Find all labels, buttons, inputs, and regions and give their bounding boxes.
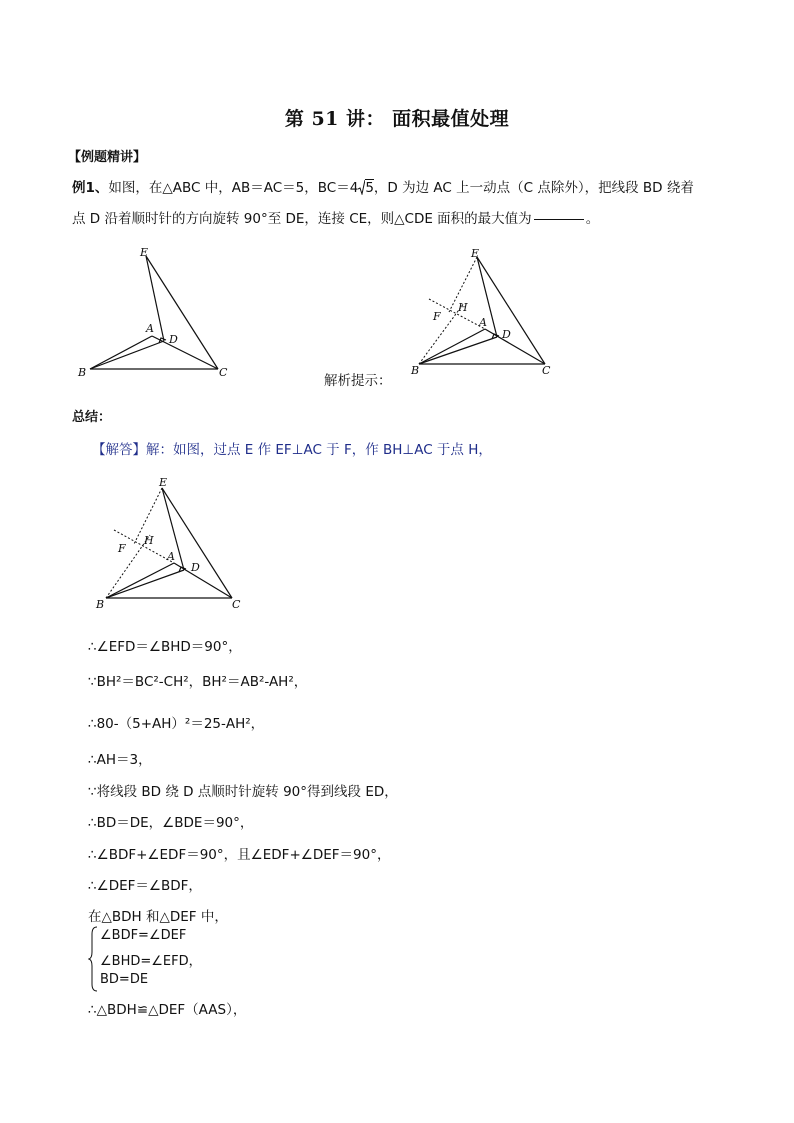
figure-3 — [90, 472, 255, 617]
section-label: 【例题精讲】 — [68, 150, 147, 165]
label-c: C — [542, 364, 551, 377]
system-line: ∠BHD=∠EFD， — [100, 954, 202, 969]
label-e: E — [159, 476, 168, 489]
label-f: F — [118, 542, 126, 555]
segment-bd — [419, 337, 497, 364]
segment-ec — [162, 488, 232, 598]
segment-bd — [106, 570, 184, 598]
solution-step: ∴∠EFD＝∠BHD＝90°， — [88, 639, 242, 655]
solution-step: ∴∠DEF＝∠BDF， — [88, 878, 202, 894]
segment-ec — [146, 256, 218, 369]
problem-line-1 — [72, 176, 694, 196]
label-b: B — [96, 598, 105, 611]
label-a: A — [167, 550, 175, 563]
segment-ba — [106, 563, 174, 598]
hint-label: 解析提示： — [324, 373, 392, 389]
label-e: E — [140, 246, 149, 259]
solution-step: ∴AH＝3， — [88, 752, 152, 768]
problem-text-1a: 如图，在△ABC 中，AB＝AC＝5，BC＝4 — [108, 180, 359, 196]
problem-text-2-end: 。 — [585, 211, 600, 227]
label-c: C — [232, 598, 241, 611]
solution-step: ∵将线段 BD 绕 D 点顺时针旋转 90°得到线段 ED， — [88, 784, 398, 800]
label-a: A — [479, 316, 487, 329]
answer-blank — [534, 218, 584, 220]
segment-ba — [90, 336, 152, 369]
label-f: F — [433, 310, 441, 323]
solution-conclusion: ∴△BDH≌△DEF（AAS）， — [88, 1002, 247, 1018]
solution-step: ∴BD＝DE，∠BDE＝90°， — [88, 815, 254, 831]
system-line: BD=DE — [100, 972, 149, 987]
label-d: D — [191, 561, 200, 574]
segment-ba — [419, 329, 485, 364]
label-d: D — [502, 328, 511, 341]
solution-intro — [92, 438, 492, 458]
sqrt-value: 5 — [365, 180, 374, 196]
segment-bd — [90, 341, 164, 369]
label-c: C — [219, 366, 228, 379]
solution-step: ∴80-（5+AH）²＝25-AH²， — [88, 716, 265, 732]
label-d: D — [169, 333, 178, 346]
brace-icon — [88, 926, 98, 992]
sqrt-symbol-icon — [358, 179, 365, 195]
figure-1 — [70, 244, 240, 384]
solution-intro-text: 解：如图，过点 E 作 EF⊥AC 于 F，作 BH⊥AC 于点 H， — [146, 442, 492, 458]
system-line: ∠BDF=∠DEF — [100, 928, 187, 943]
label-h: H — [458, 301, 468, 314]
segment-ec — [477, 257, 545, 364]
problem-text-1b: ，D 为边 AC 上一动点（C 点除外），把线段 BD 绕着 — [373, 180, 694, 196]
solution-step: ∵BH²＝BC²-CH²，BH²＝AB²-AH²， — [88, 674, 308, 690]
problem-number: 例1、 — [72, 180, 109, 196]
label-b: B — [78, 366, 87, 379]
label-e: E — [471, 247, 480, 260]
solution-tag: 【解答】 — [92, 442, 146, 458]
label-h: H — [144, 534, 154, 547]
page-title: 第 51 讲： 面积最值处理 — [284, 108, 510, 130]
solution-step: 在△BDH 和△DEF 中， — [88, 909, 228, 925]
label-b: B — [411, 364, 420, 377]
summary-label: 总结： — [72, 410, 112, 425]
label-a: A — [146, 322, 154, 335]
problem-line-2 — [72, 207, 599, 227]
solution-step: ∴∠BDF+∠EDF＝90°，且∠EDF+∠DEF＝90°， — [88, 847, 391, 863]
sqrt-radical — [358, 180, 374, 196]
figure-2 — [405, 244, 570, 384]
problem-text-2: 点 D 沿着顺时针的方向旋转 90°至 DE，连接 CE，则△CDE 面积的最大值为 — [72, 211, 532, 227]
